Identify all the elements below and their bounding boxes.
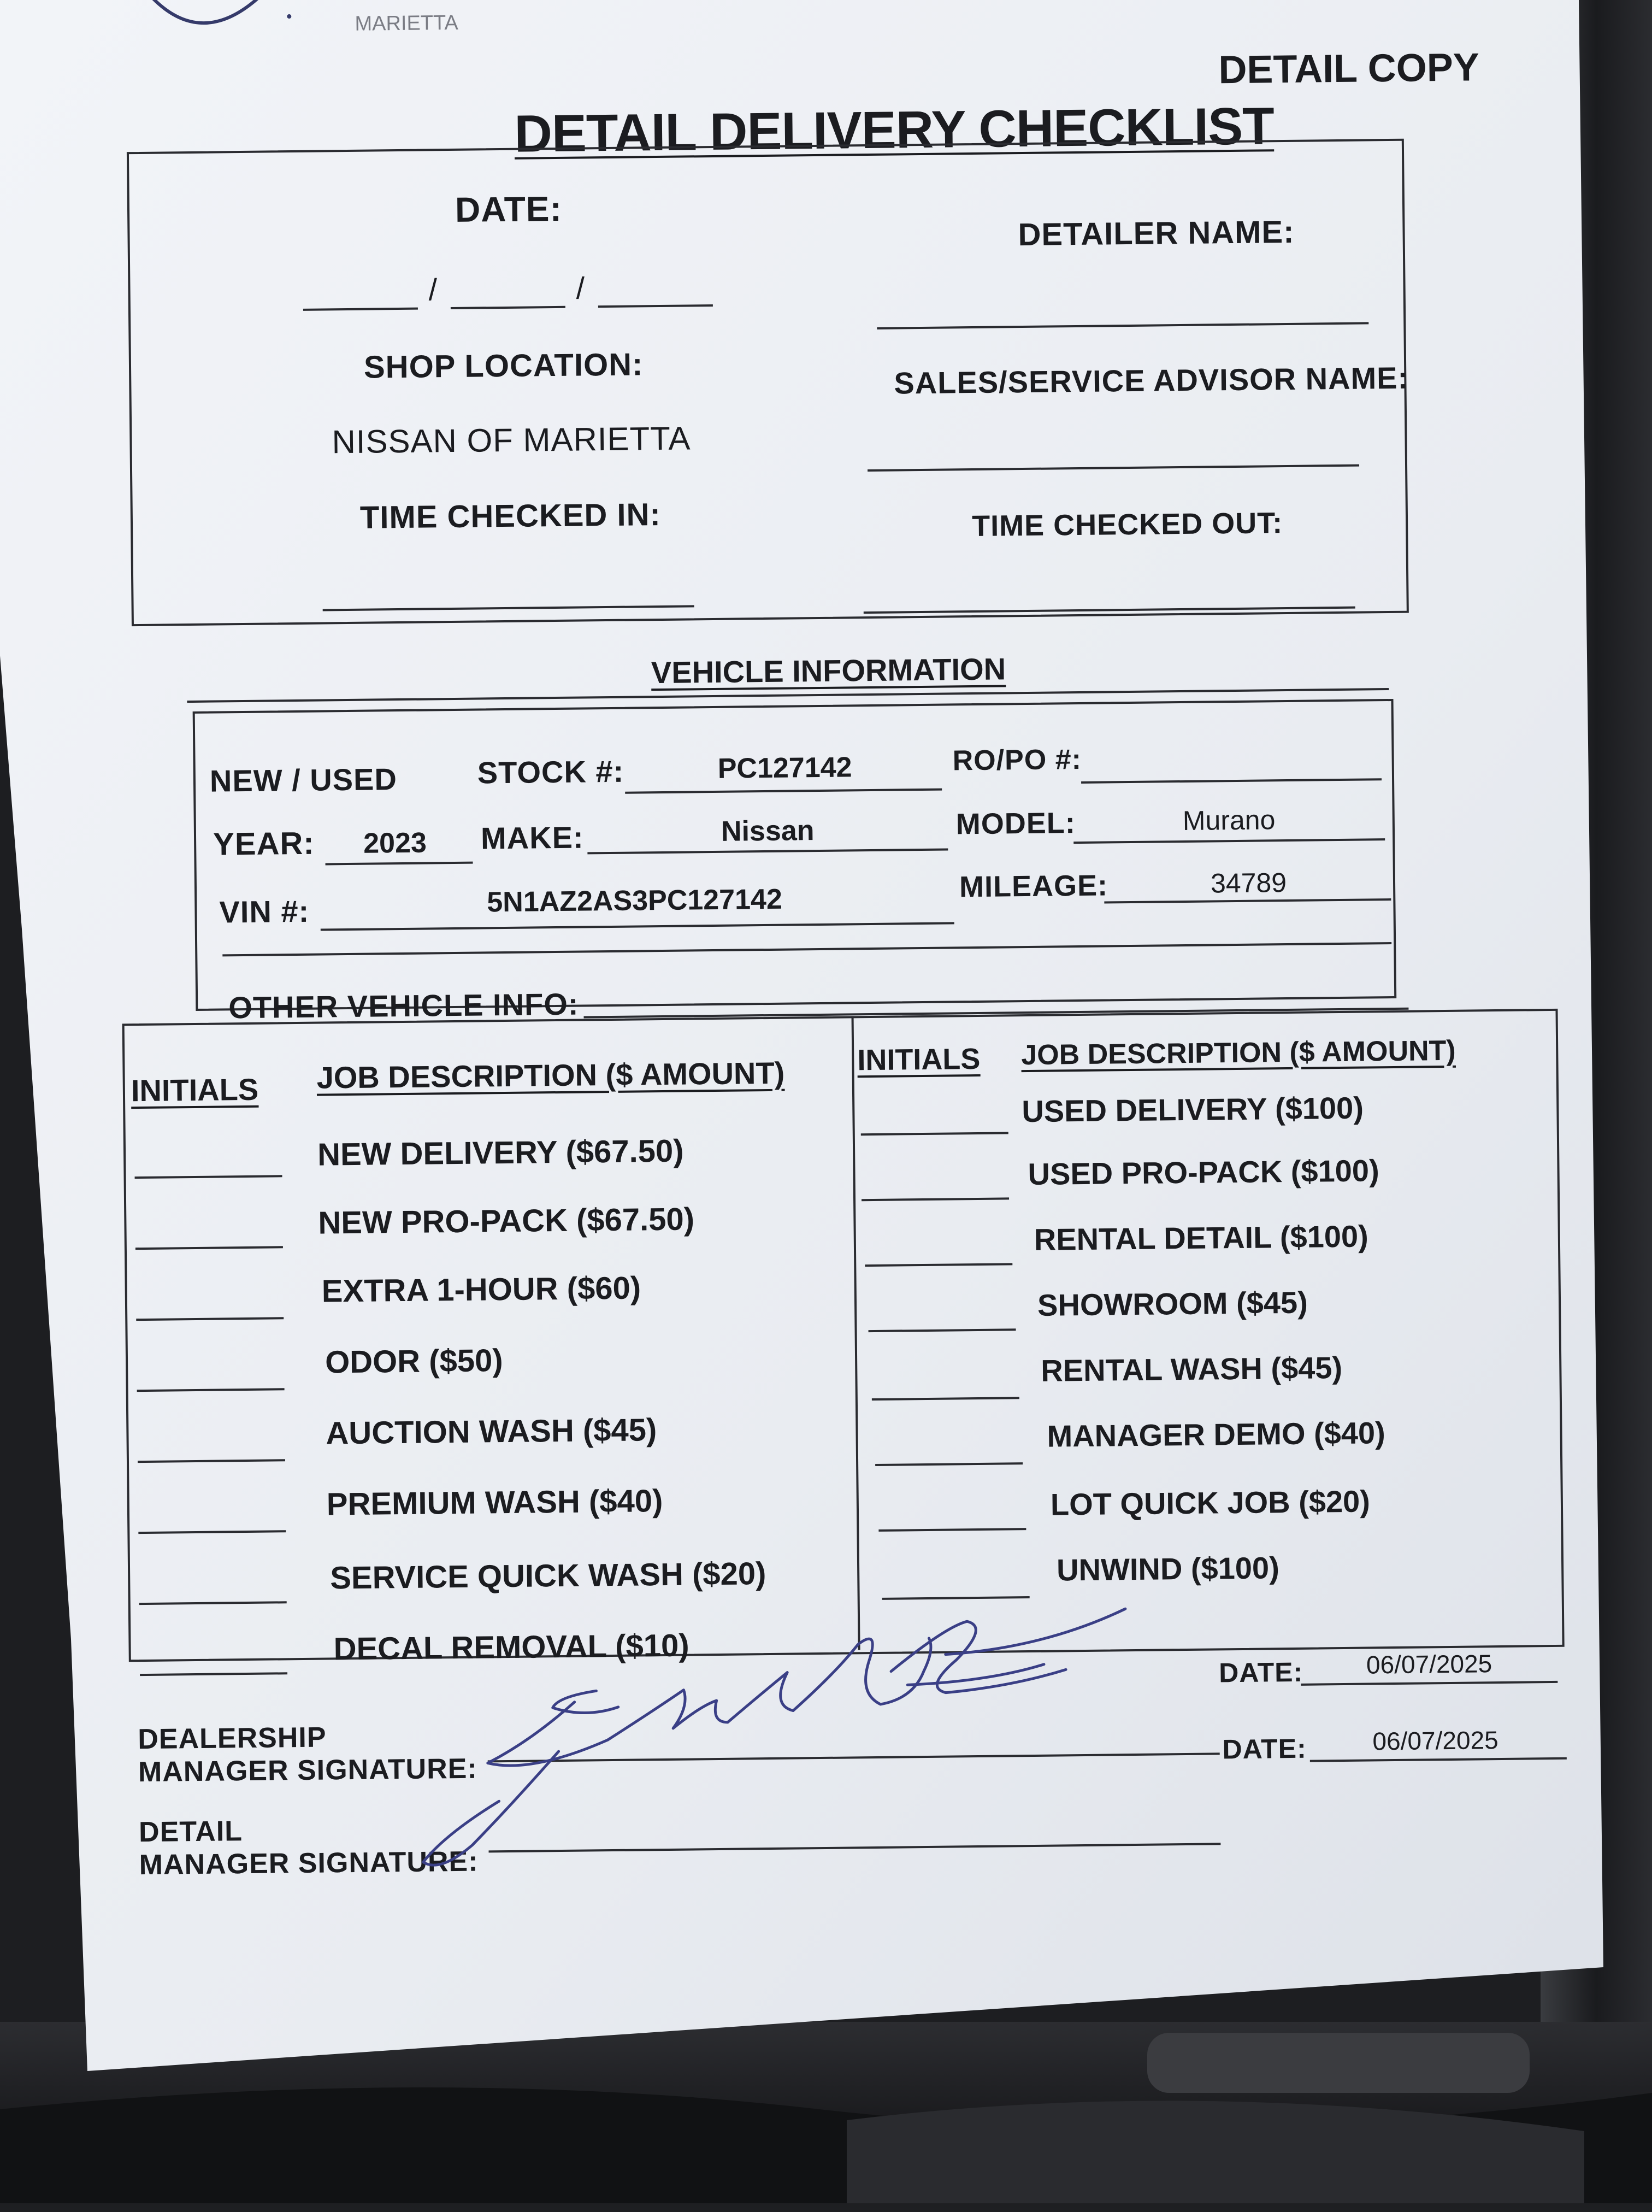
job-item-left: PREMIUM WASH ($40) bbox=[326, 1483, 663, 1522]
initials-header-right: INITIALS bbox=[857, 1042, 981, 1077]
job-item-right: LOT QUICK JOB ($20) bbox=[1050, 1484, 1371, 1522]
logo-text: MARIETTA bbox=[355, 11, 458, 36]
job-item-right: RENTAL DETAIL ($100) bbox=[1034, 1219, 1369, 1257]
initials-header-left: INITIALS bbox=[131, 1072, 259, 1108]
advisor-name-label: SALES/SERVICE ADVISOR NAME: bbox=[894, 360, 1409, 401]
job-item-left: NEW PRO-PACK ($67.50) bbox=[318, 1201, 695, 1241]
mileage-value: 34789 bbox=[1210, 867, 1287, 899]
job-item-right: MANAGER DEMO ($40) bbox=[1047, 1415, 1386, 1454]
detail-signature-label-1: DETAIL bbox=[138, 1815, 243, 1849]
vin-label: VIN #: bbox=[219, 893, 310, 929]
dealership-signature-label-1: DEALERSHIP bbox=[138, 1721, 327, 1756]
job-description-header-left: JOB DESCRIPTION ($ AMOUNT) bbox=[316, 1055, 785, 1095]
job-item-left: EXTRA 1-HOUR ($60) bbox=[321, 1270, 641, 1309]
initials-field[interactable] bbox=[140, 1672, 287, 1676]
job-item-left: AUCTION WASH ($45) bbox=[326, 1412, 657, 1451]
dealership-signature-field[interactable] bbox=[488, 1752, 1220, 1762]
shop-location-value: NISSAN OF MARIETTA bbox=[332, 420, 691, 461]
detail-date-label: DATE: bbox=[1222, 1733, 1307, 1765]
dealership-date-field[interactable] bbox=[1301, 1681, 1557, 1686]
shop-location-label: SHOP LOCATION: bbox=[363, 346, 644, 385]
job-description-header-right: JOB DESCRIPTION ($ AMOUNT) bbox=[1020, 1034, 1456, 1072]
date-slash-2: / bbox=[576, 270, 585, 305]
model-value: Murano bbox=[1182, 804, 1276, 837]
stock-value: PC127142 bbox=[717, 751, 852, 785]
dealership-date-label: DATE: bbox=[1218, 1656, 1303, 1689]
stock-label: STOCK #: bbox=[477, 754, 624, 790]
time-in-label: TIME CHECKED IN: bbox=[359, 496, 662, 536]
new-used-label: NEW / USED bbox=[209, 762, 398, 798]
job-item-left: DECAL REMOVAL ($10) bbox=[333, 1627, 689, 1667]
job-item-left: ODOR ($50) bbox=[324, 1343, 503, 1380]
job-item-right: USED PRO-PACK ($100) bbox=[1028, 1153, 1379, 1192]
job-item-right: SHOWROOM ($45) bbox=[1037, 1285, 1308, 1322]
job-item-right: RENTAL WASH ($45) bbox=[1041, 1350, 1343, 1388]
other-info-label: OTHER VEHICLE INFO: bbox=[228, 986, 579, 1025]
vin-value: 5N1AZ2AS3PC127142 bbox=[487, 883, 783, 919]
job-item-left: SERVICE QUICK WASH ($20) bbox=[329, 1556, 766, 1596]
dealership-signature-label-2: MANAGER SIGNATURE: bbox=[138, 1752, 478, 1789]
dealership-date-value: 06/07/2025 bbox=[1366, 1649, 1492, 1679]
detail-signature-label-2: MANAGER SIGNATURE: bbox=[139, 1845, 479, 1881]
mileage-label: MILEAGE: bbox=[959, 869, 1108, 904]
make-label: MAKE: bbox=[480, 820, 584, 856]
model-label: MODEL: bbox=[955, 807, 1076, 841]
year-label: YEAR: bbox=[213, 825, 315, 862]
detail-signature-field[interactable] bbox=[488, 1843, 1220, 1852]
ro-po-label: RO/PO #: bbox=[952, 743, 1082, 777]
job-item-left: NEW DELIVERY ($67.50) bbox=[317, 1133, 684, 1173]
make-value: Nissan bbox=[721, 815, 815, 848]
date-label: DATE: bbox=[455, 189, 563, 230]
dealer-logo-icon bbox=[130, 0, 294, 51]
year-value: 2023 bbox=[363, 827, 427, 860]
page-title: DETAIL DELIVERY CHECKLIST bbox=[514, 97, 1275, 163]
copy-label: DETAIL COPY bbox=[1218, 45, 1480, 92]
detail-date-value: 06/07/2025 bbox=[1372, 1726, 1498, 1756]
job-item-right: UNWIND ($100) bbox=[1056, 1550, 1280, 1587]
detail-date-field[interactable] bbox=[1310, 1757, 1567, 1762]
date-slash-1: / bbox=[428, 272, 438, 307]
vehicle-info-heading: VEHICLE INFORMATION bbox=[651, 651, 1006, 690]
detailer-name-label: DETAILER NAME: bbox=[1018, 214, 1295, 253]
time-out-label: TIME CHECKED OUT: bbox=[971, 507, 1283, 543]
job-item-right: USED DELIVERY ($100) bbox=[1022, 1090, 1364, 1129]
